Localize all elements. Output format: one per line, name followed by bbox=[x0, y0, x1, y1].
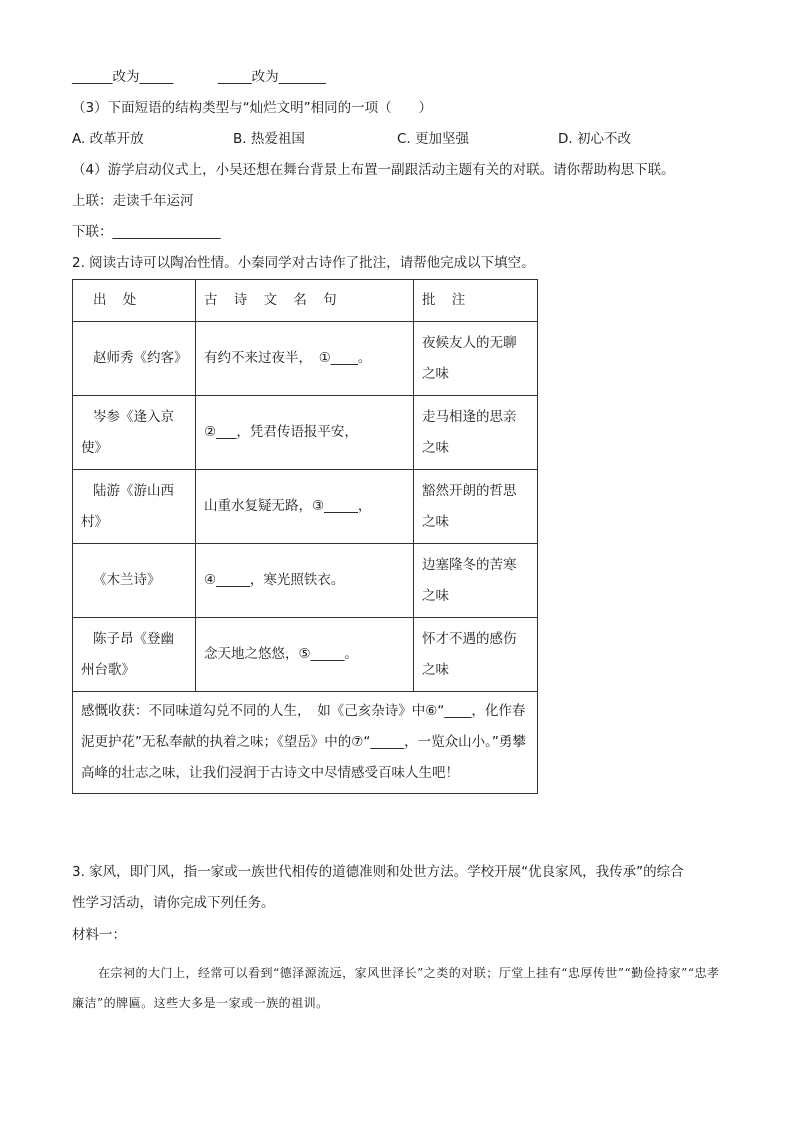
table-row bbox=[73, 322, 538, 396]
material-paragraph: 在宗祠的大门上，经常可以看到“德泽源流远，家风世泽长”之类的对联；厅堂上挂有“忠厚传世”“勤俭持家”“忠孝廉洁”的牌匾。这些大多是一家或一族的祖训。 bbox=[72, 966, 720, 1010]
row-note: 走马相逢的思亲之味 bbox=[414, 396, 538, 470]
material-one-text bbox=[72, 958, 722, 1018]
q3b-stem-line2: 性学习活动，请你完成下列任务。 bbox=[72, 895, 275, 911]
q3-option-c[interactable]: C. 更加坚强 bbox=[397, 131, 470, 147]
q3-option-d[interactable]: D. 初心不改 bbox=[558, 131, 631, 147]
row-line[interactable]: 有约不来过夜半， ①____。 bbox=[196, 322, 414, 396]
row-line[interactable]: ②___，凭君传语报平安， bbox=[196, 396, 414, 470]
header-note: 批 注 bbox=[414, 280, 538, 322]
q3-option-a[interactable]: A. 改革开放 bbox=[72, 131, 144, 147]
q1-blank-right[interactable]: _____改为_______ bbox=[217, 69, 326, 85]
q4-upper-couplet: 上联：走读千年运河 bbox=[72, 193, 194, 209]
summary-text[interactable]: 感慨收获：不同味道勾兑不同的人生， 如《己亥杂诗》中⑥“____，化作春泥更护花”无私奉献的执着之味；《望岳》中的⑦“_____，一览众山小。”勇攀高峰的壮志之味，让我们浸润于古诗文中尽情感受百味人生吧！ bbox=[73, 692, 538, 794]
header-line: 古 诗 文 名 句 bbox=[196, 280, 414, 322]
row-source: 岑参《逢入京使》 bbox=[73, 396, 196, 470]
q4-lower-couplet-blank[interactable]: 下联：________________ bbox=[72, 224, 221, 240]
row-note: 怀才不遇的感伤之味 bbox=[414, 618, 538, 692]
q1-blank-row bbox=[72, 67, 326, 87]
row-line[interactable]: 山重水复疑无路，③_____， bbox=[196, 470, 414, 544]
row-line[interactable]: ④_____，寒光照铁衣。 bbox=[196, 544, 414, 618]
material-title: 材料一： bbox=[72, 927, 126, 943]
row-note: 豁然开朗的哲思之味 bbox=[414, 470, 538, 544]
table-summary-row bbox=[73, 692, 538, 794]
row-source: 陆游《游山西村》 bbox=[73, 470, 196, 544]
q4-stem: （4）游学启动仪式上，小吴还想在舞台背景上布置一副跟活动主题有关的对联。请你帮助构思下联。 bbox=[72, 162, 675, 178]
table-row bbox=[73, 470, 538, 544]
row-source: 赵师秀《约客》 bbox=[73, 322, 196, 396]
table-row bbox=[73, 544, 538, 618]
table-row bbox=[73, 396, 538, 470]
row-source: 陈子昂《登幽州台歌》 bbox=[73, 618, 196, 692]
q1-blank-left[interactable]: ______改为_____ bbox=[72, 69, 174, 85]
q3-option-b[interactable]: B. 热爱祖国 bbox=[233, 131, 305, 147]
row-note: 夜候友人的无聊之味 bbox=[414, 322, 538, 396]
row-line[interactable]: 念天地之悠悠，⑤_____。 bbox=[196, 618, 414, 692]
header-source: 出 处 bbox=[73, 280, 196, 322]
q3b-stem-line1: 3. 家风，即门风，指一家或一族世代相传的道德准则和处世方法。学校开展“优良家风，我传承”的综合 bbox=[72, 864, 684, 880]
table-row bbox=[73, 618, 538, 692]
q2-stem: 2. 阅读古诗可以陶冶性情。小秦同学对古诗作了批注，请帮他完成以下填空。 bbox=[72, 255, 535, 271]
poem-annotation-table bbox=[72, 279, 538, 794]
row-note: 边塞隆冬的苦寒之味 bbox=[414, 544, 538, 618]
table-header-row bbox=[73, 280, 538, 322]
row-source: 《木兰诗》 bbox=[73, 544, 196, 618]
q3-stem: （3）下面短语的结构类型与“灿烂文明”相同的一项（ ） bbox=[72, 100, 433, 116]
